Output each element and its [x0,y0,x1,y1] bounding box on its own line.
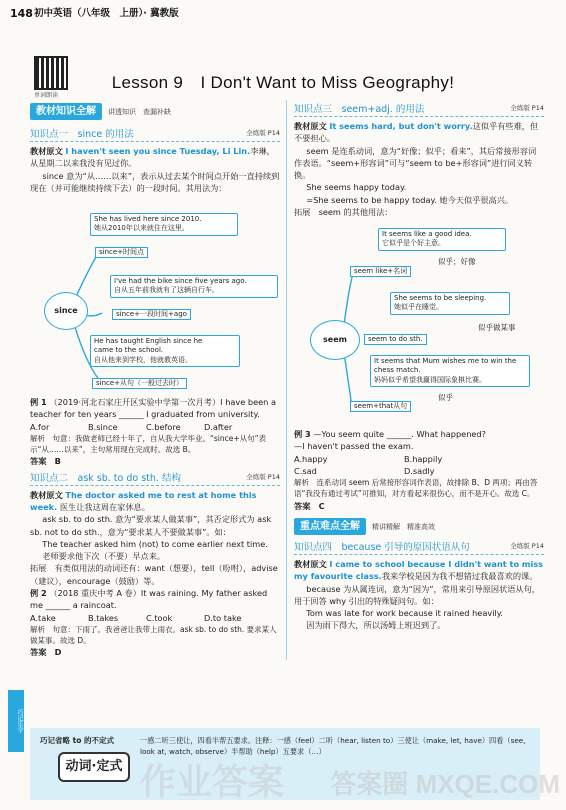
kp4-source [294,558,544,583]
section-subtitle: 讲透知识 查漏补缺 [108,108,171,116]
ex3-analysis: 解析 连系动词 seem 后常接形容词作表语，故排除 B、D 两项；再由答语“我没有通过考试”可推知，对方看起来很伤心，而不是开心。故选 C。 [294,478,538,499]
kp4-source-english: I came to school because I didn't want to miss my favourite class. [294,558,544,582]
page-number: 148 [10,7,33,20]
kp4-source-label: 教材原文 [294,558,327,569]
ex1-label: 例 1 [30,397,47,407]
since-node-1: since+时间点 [95,247,148,258]
seem-example-3: It seems that Mum wishes me to win the chess match. 妈妈似乎希望我赢得国际象棋比赛。 [370,355,530,387]
section-title: 教材知识全解 [30,103,102,120]
ex3-option-b[interactable]: B.happily [404,453,443,464]
kp2-source-english: The doctor asked me to rest at home this week. [30,489,257,512]
kp3-extension: 拓展 seem 的其他用法： [294,207,393,218]
ex2-options [30,612,280,624]
ex3-option-d[interactable]: D.sadly [404,465,435,476]
ex2-option-a[interactable]: A.take [30,612,56,623]
since-example-2: I've had the bike since five years ago. 自从五年前我就有了这辆自行车。 [110,275,278,298]
ex3-answer-label: 答案 [294,500,311,511]
seem-node-2: seem to do sth. [364,334,427,345]
kp3-label: 知识点三 seem+adj. 的用法 [294,104,425,115]
kp2-extension: 拓展 有类似用法的动词还有：want（想要），tell（吩咐），advise（建议），encourage（鼓励）等。 [30,563,278,586]
ex3-option-a[interactable]: A.happy [294,453,328,464]
since-example-3: He has taught English since he came to the school. 自从他来到学校，他就教英语。 [90,335,240,367]
ex1-analysis: 解析 句意：我做老师已经十年了，自从我大学毕业。“since+从句”表示“从……以来”，主句常用现在完成时。故选 B。 [30,433,267,455]
kp3-example-block [294,428,544,632]
since-node-3: since+从句（一般过去时） [92,378,187,389]
kp2-source-label: 教材原文 [30,489,63,500]
kp4-example-en: Tom was late for work because it rained heavily. [306,608,504,619]
seem-meaning-2: 似乎做某事 [478,323,516,332]
footer-body: 一感二听三使让，四看半帮五要求。注释：一感（feel）二听（hear, listen to）三使让（make, let, have）四看（see, look at, watch, observe）半帮助（help）五要求（…） [140,736,526,757]
ex2-answer-label: 答案 [30,647,47,658]
ex3-label: 例 3 [294,429,311,439]
section-2-header [294,518,544,535]
footer-title: 巧记省略 to 的不定式 [40,736,114,745]
ex1-option-a[interactable]: A.for [30,421,50,432]
footer-tab: 巧记乐学 [8,690,24,752]
ex2-analysis: 解析 句意：下雨了。我爸爸让我带上雨衣。ask sb. to do sth. 要求某人做某事。故选 D。 [30,624,277,646]
kp3-example-2: =She seems to be happy today. 她今天似乎很高兴。 [306,194,514,205]
ex3-answer: C [318,500,325,511]
source-chinese-b: 从星期二以来我没有见过你。 [30,158,137,169]
kp2-source [30,489,280,514]
kp3-explanation: seem 是连系动词，意为“好像；似乎；看来”，其后常接形容词作表语。“seem+形容词”可与“seem to be+形容词”进行同义转换。 [294,145,537,181]
knowledge-point-2-header [30,472,280,486]
ex1-option-c[interactable]: C.before [146,421,181,432]
ex2-question: （2018 重庆中考 A 卷）It was raining. My father asked me ______ a raincoat. [30,588,268,611]
ex2-answer: D [54,647,62,658]
left-column [30,103,280,194]
kp2-example-cn: 老师要求他下次（不要）早点来。 [42,551,166,562]
qr-label: 单词朗读 [34,92,59,99]
lesson-title: Lesson 9 I Don't Want to Miss Geography! [111,73,455,92]
column-divider [286,100,287,660]
knowledge-point-3-header [294,103,544,117]
kp3-ref: 全练版 P14 [510,104,544,112]
section-2-title: 重点难点全解 [294,518,366,535]
seem-node-1: seem like+名词 [350,266,411,277]
kp2-explanation: ask sb. to do sth. 意为“要求某人做某事”，其否定形式为 ask sb. not to do sth.，意为“要求某人不要做某事”。如： [30,514,272,537]
book-title: 初中英语（八年级 上册）· 冀教版 [34,8,179,19]
kp4-ref: 全练版 P14 [510,541,544,550]
kp4-source-chinese: 我来学校是因为我不想错过我最喜欢的课。 [381,571,538,582]
knowledge-point-4-header [294,541,544,555]
kp3-source-english: It seems hard, but don't worry. [329,121,473,131]
seem-example-2: She seems to be sleeping. 她似乎在睡觉。 [390,292,510,315]
ex3-option-c[interactable]: C.sad [294,465,317,476]
kp1-ref: 全练版 P14 [246,129,280,137]
watermark-left: 作业答案 [140,762,285,803]
ex1-options [30,421,280,433]
ex2-option-c[interactable]: C.took [146,612,173,623]
since-node-2: since+一段时间+ago [112,309,191,320]
seem-node-3: seem+that从句 [350,401,411,412]
right-column [294,103,544,218]
section-header [30,103,280,120]
seem-example-1: It seems like a good idea. 它似乎是个好主意。 [378,228,506,251]
ex1-option-b[interactable]: B.since [88,421,118,432]
kp2-example-en: The teacher asked him (not) to come earlier next time. [42,538,268,549]
ex2-label: 例 2 [30,588,47,599]
kp3-example-1: She seems happy today. [306,182,407,193]
ex2-option-d[interactable]: D.to take [204,612,242,623]
kp3-source-chinese: 这似乎有些难，但不要担心。 [294,121,539,144]
source-chinese-a: 李琳， [250,146,275,156]
kp2-source-chinese: 医生让我这周在家休息。 [59,501,150,512]
kp4-explanation: because 为从属连词，意为“因为”，常用来引导原因状语从句，用于回答 why 引出的特殊疑问句。如： [294,583,540,606]
seem-meaning-1: 似乎；好像 [438,257,476,266]
watermark: 答案圈 MXQE.COM [330,769,560,799]
kp1-explanation: since 意为“从……以来”，表示从过去某个时间点开始一直持续到现在（并可能继续持续下去）的一段时间。其用法为： [30,170,280,193]
knowledge-point-1-header [30,128,280,142]
kp1-example-block [30,396,280,659]
seem-meaning-3: 似乎 [438,393,453,402]
ex1-question: （2019·河北石家庄开区实验中学第一次月考）I have been a teacher for ten years ______ I graduated from university. [30,397,276,420]
ex3-question-2: —I haven't passed the exam. [294,441,414,452]
kp2-label: 知识点二 ask sb. to do sth. 结构 [30,472,181,484]
source-english: I haven't seen you since Tuesday, Li Lin. [65,146,251,156]
section-2-subtitle: 精讲精解 精准高效 [372,522,435,531]
kp4-label: 知识点四 because 引导的原因状语从句 [294,541,470,553]
ex3-question: —You seem quite ______. What happened? [313,429,486,439]
kp3-source [294,120,544,145]
kp4-example-cn: 因为雨下得大，所以汤姆上班迟到了。 [306,620,446,631]
ex1-answer-label: 答案 [30,456,47,467]
since-example-1: She has lived here since 2010. 她从2010年以来就住在这里。 [90,213,238,236]
footer-badge: 动词·定式 [58,752,130,782]
ex1-answer: B [54,456,61,467]
kp2-ref: 全练版 P14 [246,472,280,481]
ex3-options [294,453,544,478]
ex2-option-b[interactable]: B.takes [88,612,119,623]
seem-center-node: seem [310,320,360,360]
since-center-node: since [44,292,88,330]
source-label: 教材原文 [30,146,63,156]
kp3-source-label: 教材原文 [294,121,327,131]
kp1-label: 知识点一 since 的用法 [30,129,134,140]
ex1-option-d[interactable]: D.after [204,421,233,432]
kp1-source [30,145,280,170]
